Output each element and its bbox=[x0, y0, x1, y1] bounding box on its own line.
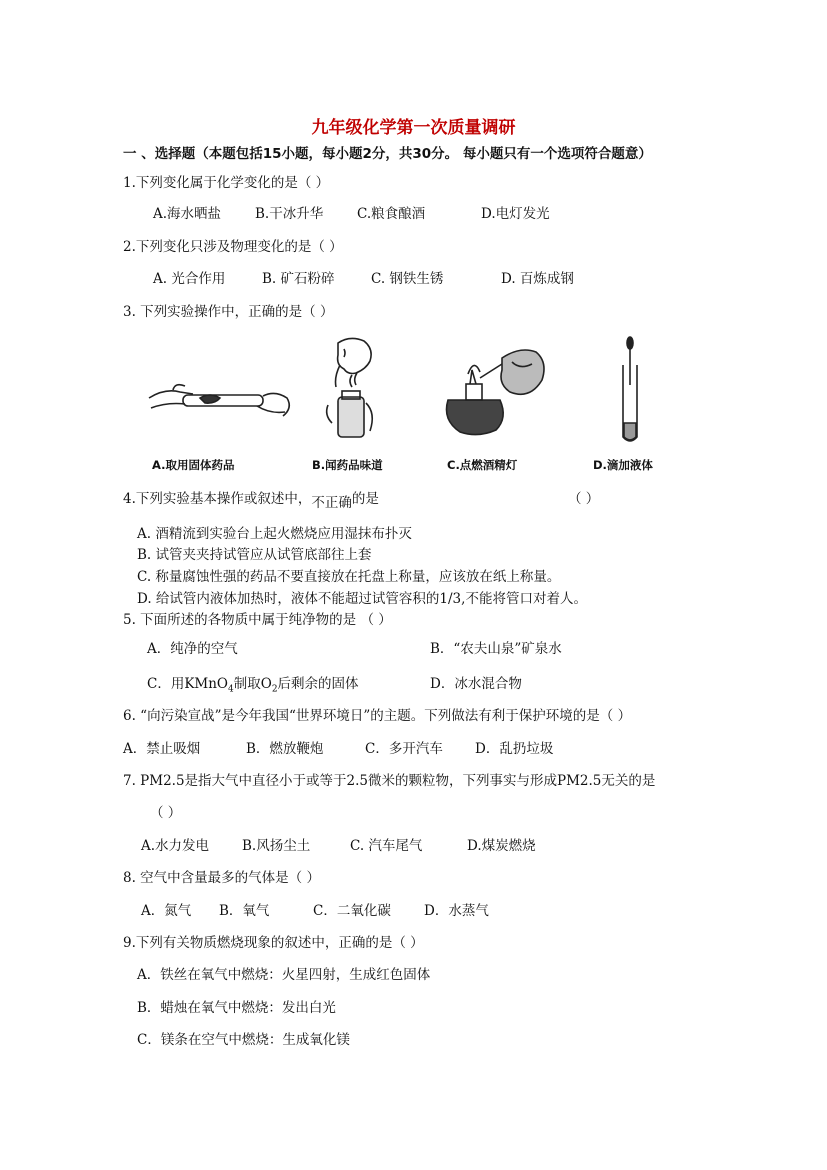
q6-option-c: C．多开汽车 bbox=[365, 741, 443, 757]
figure-a-solid-sampling bbox=[145, 368, 295, 448]
q4-option-b: B. 试管夹夹持试管应从试管底部往上套 bbox=[137, 547, 372, 563]
q2-option-a: A. 光合作用 bbox=[153, 271, 226, 287]
q9-option-c: C．镁条在空气中燃烧：生成氧化镁 bbox=[137, 1032, 350, 1048]
q4-option-a: A. 酒精流到实验台上起火燃烧应用湿抹布扑灭 bbox=[137, 526, 412, 542]
q1-option-b: B.干冰升华 bbox=[255, 206, 324, 222]
q7-option-b: B.风扬尘土 bbox=[242, 838, 311, 854]
q5-option-c-part2: 制取O bbox=[233, 676, 272, 692]
q7-option-a: A.水力发电 bbox=[141, 838, 210, 854]
figure-d-adding-liquid bbox=[615, 335, 645, 450]
q4-option-c: C. 称量腐蚀性强的药品不要直接放在托盘上称量，应该放在纸上称量。 bbox=[137, 569, 561, 585]
q4-stem-post: 的是 bbox=[351, 491, 379, 507]
q1-option-d: D.电灯发光 bbox=[481, 206, 550, 222]
figure-b-caption: B.闻药品味道 bbox=[312, 458, 383, 472]
figure-d-caption: D.滴加液体 bbox=[593, 458, 653, 472]
q7-option-d: D.煤炭燃烧 bbox=[467, 838, 536, 854]
page-title: 九年级化学第一次质量调研 bbox=[311, 118, 516, 138]
q8-option-a: A．氮气 bbox=[141, 903, 192, 919]
q5-option-d: D．冰水混合物 bbox=[430, 676, 522, 692]
q8-option-c: C．二氧化碳 bbox=[313, 903, 391, 919]
q5-option-c-part1: C．用KMnO bbox=[147, 676, 228, 692]
q6-option-b: B．燃放鞭炮 bbox=[246, 741, 324, 757]
question-1-stem: 1.下列变化属于化学变化的是（ ） bbox=[123, 175, 330, 191]
figure-c-lighting-lamp bbox=[440, 340, 555, 440]
q7-option-c: C. 汽车尾气 bbox=[350, 838, 423, 854]
q5-option-c-sub1: 4 bbox=[228, 684, 234, 695]
q4-option-d: D. 给试管内液体加热时，液体不能超过试管容积的1/3,不能将管口对着人。 bbox=[137, 591, 587, 607]
q7-answer-paren: （ ） bbox=[150, 805, 182, 821]
q2-option-c: C. 钢铁生锈 bbox=[371, 271, 444, 287]
q5-option-a: A．纯净的空气 bbox=[147, 641, 238, 657]
figure-b-smelling bbox=[320, 335, 380, 450]
question-6-stem: 6. “向污染宣战”是今年我国“世界环境日”的主题。下列做法有利于保护环境的是（ ） bbox=[123, 708, 632, 724]
figure-a-caption: A.取用固体药品 bbox=[152, 458, 235, 472]
q9-option-b: B．蜡烛在氧气中燃烧：发出白光 bbox=[137, 1000, 336, 1016]
q1-option-a: A.海水晒盐 bbox=[153, 206, 222, 222]
question-3-stem: 3. 下列实验操作中，正确的是（ ） bbox=[123, 304, 334, 320]
q2-option-b: B. 矿石粉碎 bbox=[262, 271, 335, 287]
question-4-stem bbox=[123, 490, 379, 511]
section-heading: 一 、选择题（本题包括15小题，每小题2分，共30分。 每小题只有一个选项符合题意） bbox=[123, 146, 652, 162]
question-8-stem: 8. 空气中含量最多的气体是（ ） bbox=[123, 870, 320, 886]
q8-option-b: B．氧气 bbox=[219, 903, 270, 919]
question-9-stem: 9.下列有关物质燃烧现象的叙述中，正确的是（ ） bbox=[123, 935, 424, 951]
q5-option-c bbox=[147, 675, 359, 699]
q6-option-a: A．禁止吸烟 bbox=[123, 741, 201, 757]
q5-option-c-sub2: 2 bbox=[271, 684, 278, 695]
q2-option-d: D. 百炼成钢 bbox=[501, 271, 574, 287]
question-2-stem: 2.下列变化只涉及物理变化的是（ ） bbox=[123, 239, 343, 255]
question-7-stem: 7. PM2.5是指大气中直径小于或等于2.5微米的颗粒物，下列事实与形成PM2.5无关的是 bbox=[123, 773, 656, 789]
q4-stem-emph: 不正确 bbox=[311, 495, 352, 511]
q4-stem-pre: 4.下列实验基本操作或叙述中， bbox=[123, 491, 312, 507]
q6-option-d: D．乱扔垃圾 bbox=[475, 741, 554, 757]
figure-c-caption: C.点燃酒精灯 bbox=[447, 458, 518, 472]
q5-option-c-part3: 后剩余的固体 bbox=[277, 676, 359, 692]
q9-option-a: A．铁丝在氧气中燃烧：火星四射，生成红色固体 bbox=[137, 967, 431, 983]
question-5-stem: 5. 下面所述的各物质中属于纯净物的是 （ ） bbox=[123, 612, 392, 628]
q4-answer-paren: （ ） bbox=[568, 491, 600, 507]
q1-option-c: C.粮食酿酒 bbox=[357, 206, 426, 222]
q5-option-b: B．“农夫山泉”矿泉水 bbox=[430, 641, 562, 657]
q8-option-d: D．水蒸气 bbox=[424, 903, 489, 919]
